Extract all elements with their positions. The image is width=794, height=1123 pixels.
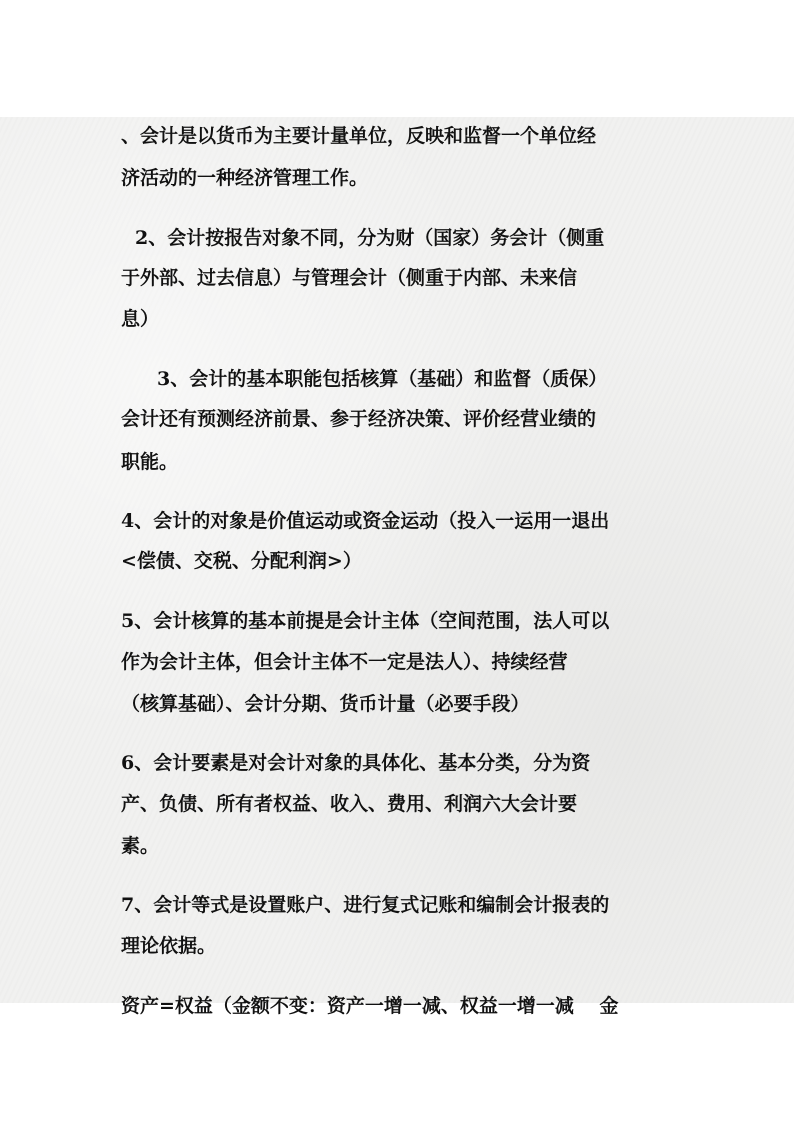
paragraph-3-line-2: 会计还有预测经济前景、参于经济决策、评价经营业绩的 [121, 408, 597, 430]
paragraph-7-line-1: 7、会计等式是设置账户、进行复式记账和编制会计报表的 [121, 894, 610, 916]
paragraph-4-line-2: <偿债、交税、分配利润>） [121, 550, 362, 572]
paragraph-4-line-1: 4、会计的对象是价值运动或资金运动（投入一运用一退出 [121, 510, 610, 532]
paragraph-6-line-1: 6、会计要素是对会计对象的具体化、基本分类，分为资 [121, 752, 591, 774]
paragraph-2-line-2: 于外部、过去信息）与管理会计（侧重于内部、未来信 [121, 267, 578, 289]
paragraph-7-line-2: 理论依据。 [121, 935, 217, 957]
paragraph-3-line-3: 职能。 [121, 451, 179, 473]
paragraph-5-line-3: （核算基础）、会计分期、货币计量（必要手段） [121, 693, 530, 715]
paragraph-6-line-3: 素。 [121, 835, 160, 857]
paragraph-5-line-2: 作为会计主体，但会计主体不一定是法人）、持续经营 [121, 651, 568, 673]
paragraph-5-line-1: 5、会计核算的基本前提是会计主体（空间范围，法人可以 [121, 610, 610, 632]
paragraph-1-line-2: 济活动的一种经济管理工作。 [121, 167, 369, 189]
paragraph-6-line-2: 产、负债、所有者权益、收入、费用、利润六大会计要 [121, 793, 578, 815]
paragraph-1-line-1: 、会计是以货币为主要计量单位，反映和监督一个单位经 [121, 125, 597, 147]
paragraph-2-line-1: 2、会计按报告对象不同，分为财（国家）务会计（侧重 [135, 227, 605, 249]
paragraph-2-line-3: 息） [121, 308, 160, 330]
paragraph-8-line-1: 资产=权益（金额不变：资产一增一减、权益一增一减 金 [121, 995, 619, 1017]
paragraph-3-line-1: 3、会计的基本职能包括核算（基础）和监督（质保） [157, 368, 608, 390]
